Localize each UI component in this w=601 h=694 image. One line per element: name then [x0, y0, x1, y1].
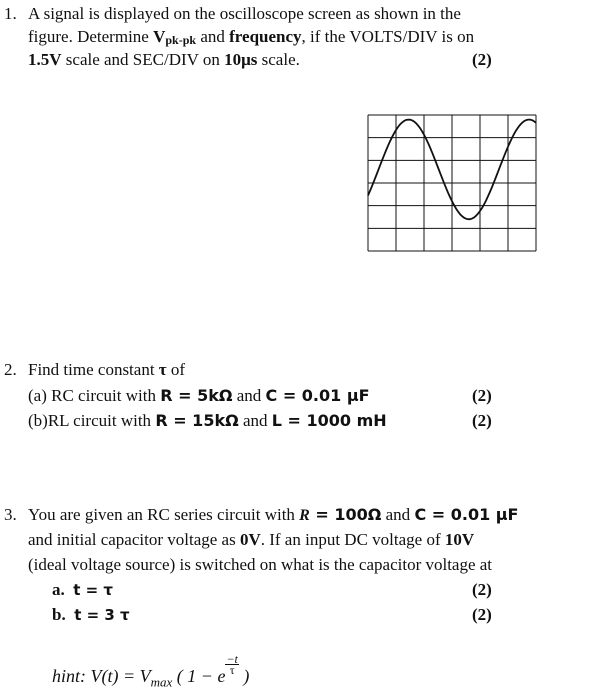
q3-resistance: R = 100Ω [299, 505, 382, 524]
q3-input-voltage: 10V [444, 530, 475, 549]
hint-exponent: $\frac{-t}{\tau}$ [226, 652, 238, 677]
q3a-marks: (2) [472, 580, 492, 599]
q3-line2: and initial capacitor voltage as 0V. If an input DC voltage of 10V [28, 530, 475, 549]
q3-part-b: b. t = 3 τ [52, 605, 130, 624]
q1-number: 1. [4, 4, 17, 23]
q3-line3: (ideal voltage source) is switched on what is the capacitor voltage at [28, 555, 493, 574]
q1-line1: A signal is displayed on the oscilloscope screen as shown in the [28, 4, 461, 23]
q1-marks: (2) [472, 50, 492, 69]
q2a-resistance: R = 5kΩ [160, 386, 233, 405]
sec-value: 10μs [224, 50, 258, 69]
tau-symbol: τ [158, 360, 167, 379]
q3-number: 3. [4, 505, 17, 524]
q2a-marks: (2) [472, 386, 492, 405]
q2b-inductance: L = 1000 mH [271, 411, 387, 430]
q3-capacitance: C = 0.01 μF [414, 505, 519, 524]
q3-part-a: a. t = τ [52, 580, 114, 599]
oscilloscope-screen [366, 113, 538, 253]
q2a-capacitance: C = 0.01 μF [265, 386, 370, 405]
q2b-marks: (2) [472, 411, 492, 430]
q2-number: 2. [4, 360, 17, 379]
q2-part-a: (a) RC circuit with R = 5kΩ and C = 0.01 μF [28, 386, 370, 405]
q3-initial-voltage: 0V [239, 530, 261, 549]
hint-formula: hint: $V(t) = V_{max}$ ( 1 − e $\frac{-t}{\tau}$ ) [52, 652, 250, 690]
q1-line2: figure. Determine Vpk-pk and frequency, if the VOLTS/DIV is on [28, 27, 475, 47]
q2b-resistance: R = 15kΩ [155, 411, 239, 430]
q1-line3: 1.5V scale and SEC/DIV on 10μs scale. [28, 50, 300, 69]
vpk-label: Vpk-pk [153, 27, 197, 47]
q3-line1: You are given an RC series circuit with R = 100Ω and C = 0.01 μF [28, 505, 519, 524]
frequency-label: frequency [229, 27, 302, 46]
q3b-marks: (2) [472, 605, 492, 624]
volts-value: 1.5V [28, 50, 62, 69]
q2-part-b: (b)RL circuit with R = 15kΩ and L = 1000 mH [28, 411, 387, 430]
q2-line1: Find time constant τ of [28, 360, 186, 379]
